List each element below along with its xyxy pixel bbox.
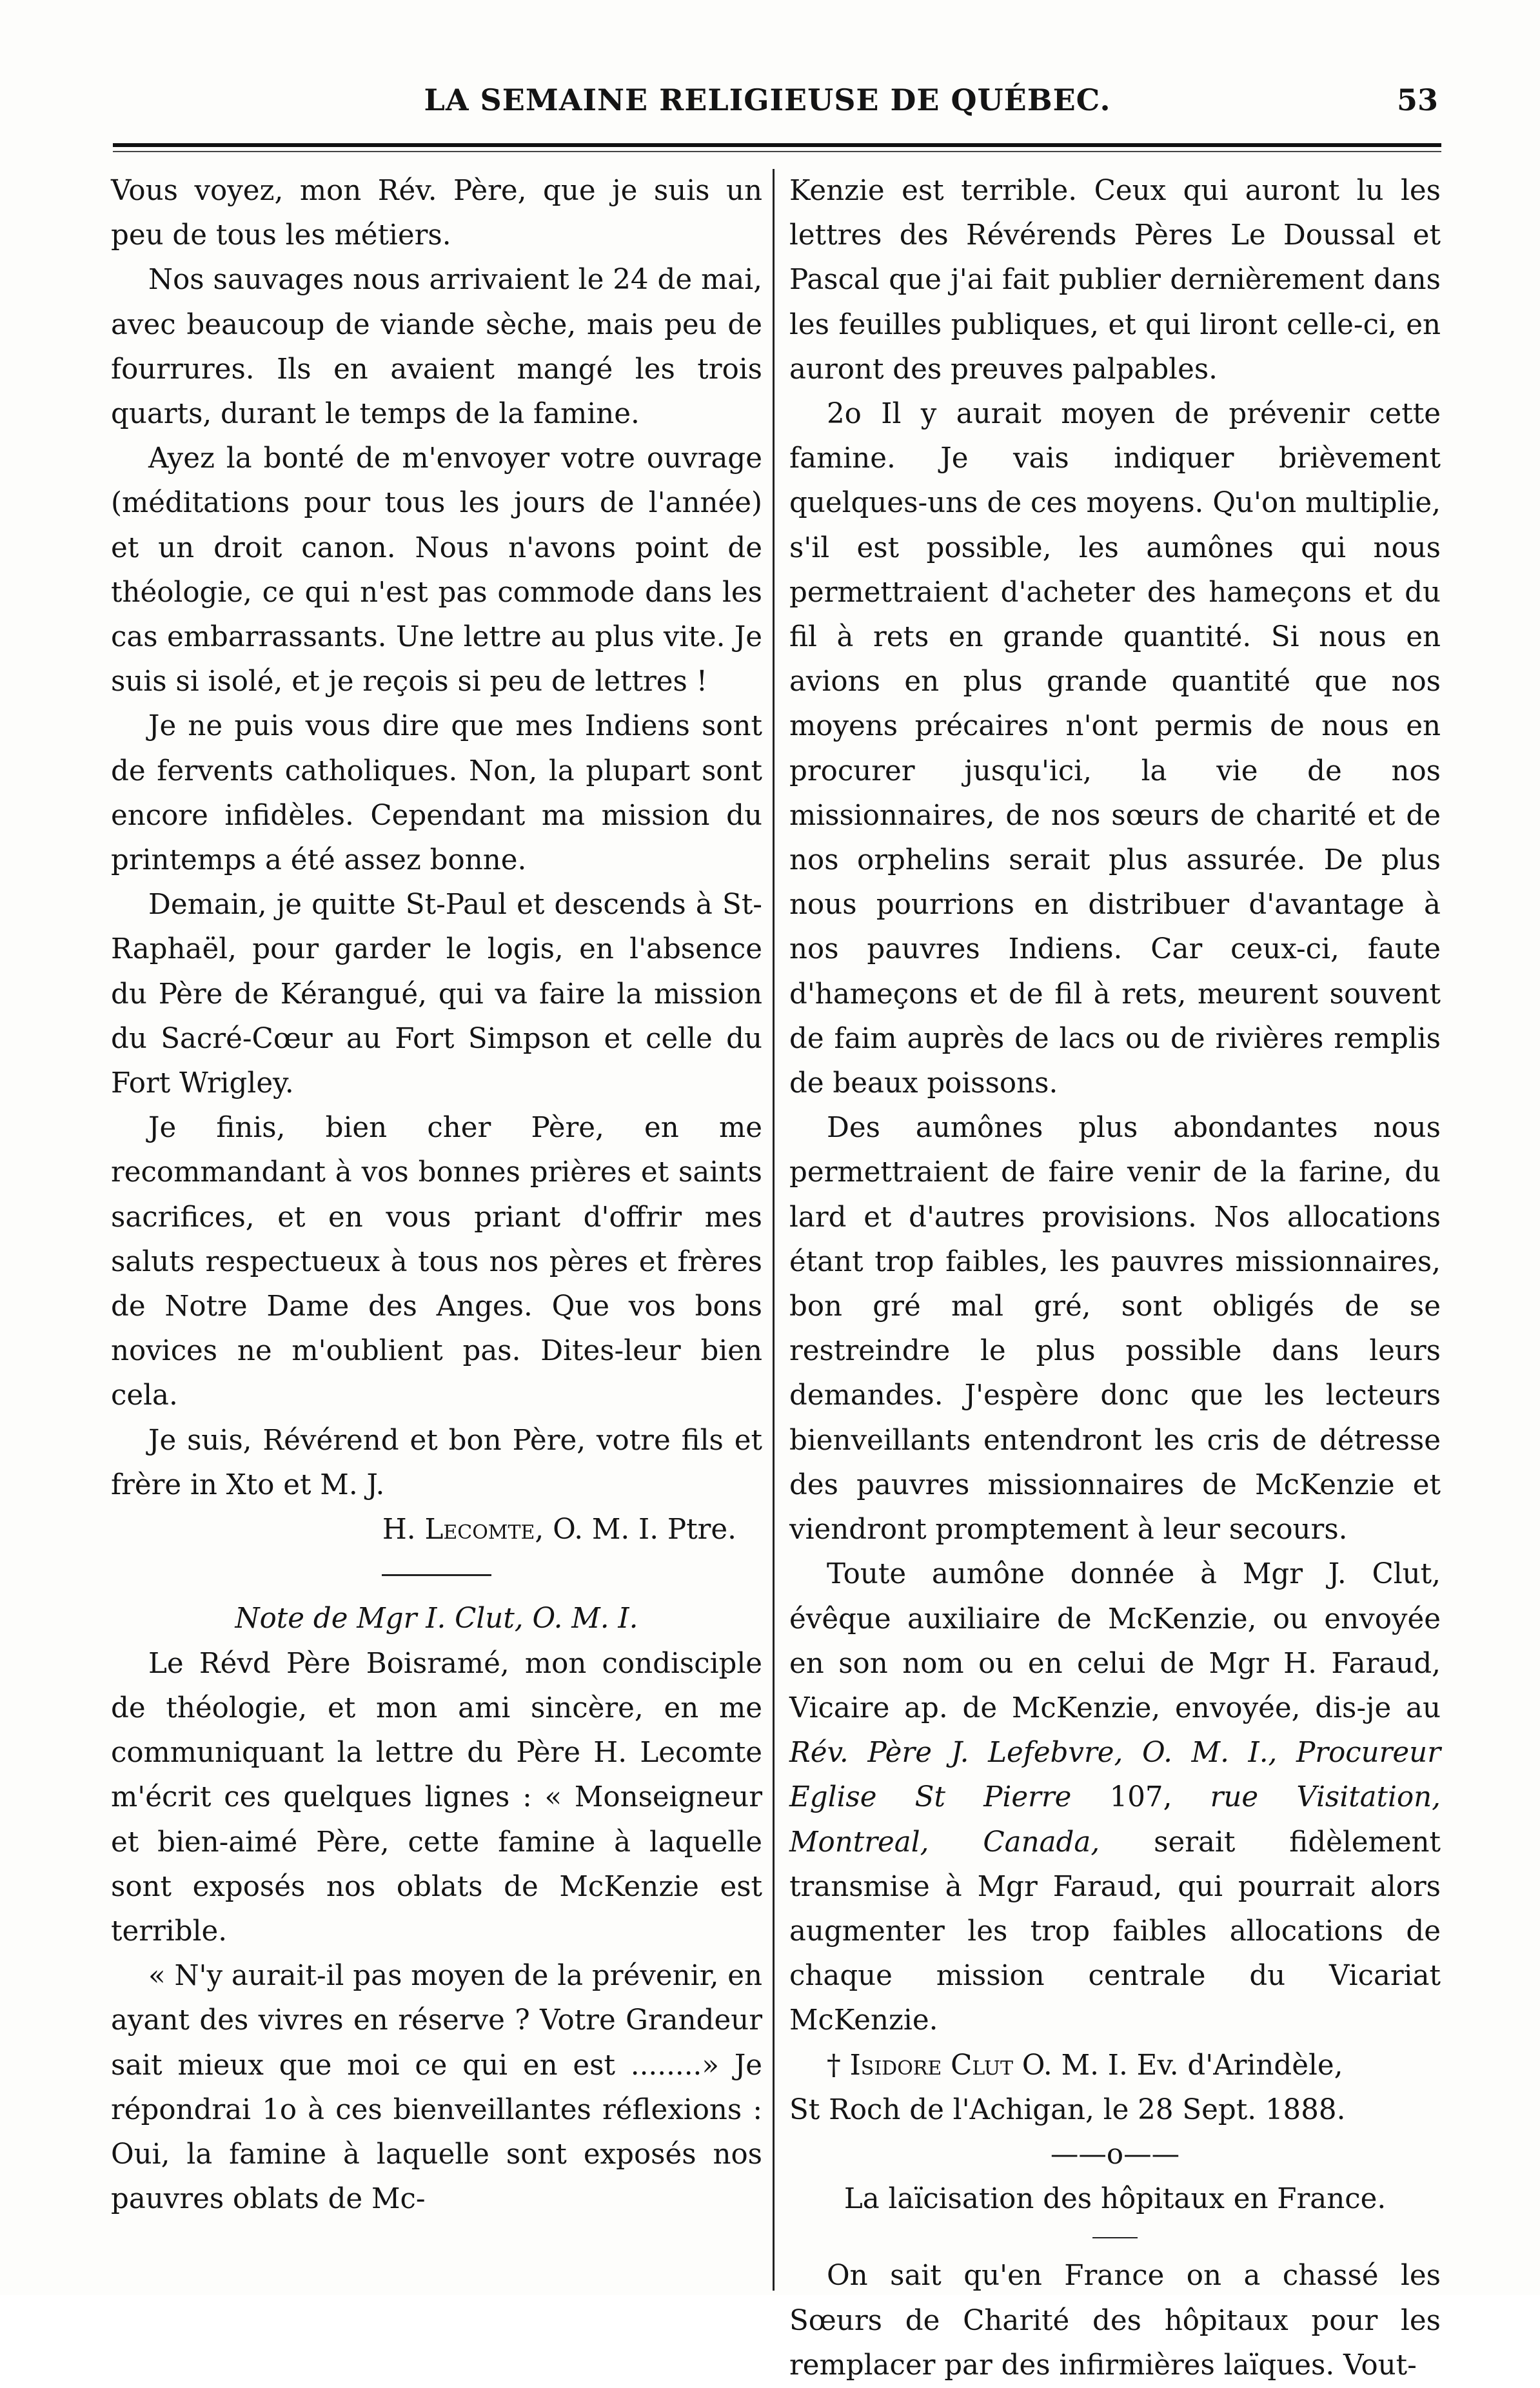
- note-title: Note de Mgr I. Clut, O. M. I.: [235, 1603, 638, 1635]
- paragraph: Kenzie est terrible. Ceux qui auront lu les lettres des Révérends Pères Le Doussal et Pascal que j'ai fait publier dernièrement dans les feuilles publiques, et qui liront celle-ci, en auront des preuves palpables.: [789, 175, 1441, 386]
- signature-suffix: O. M. I. Ev. d'Arindèle,: [1012, 2049, 1343, 2082]
- signature-suffix: , O. M. I. Ptre.: [535, 1514, 736, 1546]
- paragraph: Je finis, bien cher Père, en me recommandant à vos bonnes prières et saints sacrifices, et en vous priant d'offrir mes saluts respectueux à tous nos pères et frères de Notre Dame des Anges. Que vos bons novices ne m'oublient pas. Dites-leur bien cela.: [111, 1112, 762, 1412]
- street-address: rue Visitation, Montreal, Canada,: [789, 1781, 1441, 1859]
- procureur-address: Rév. Père J. Lefebvre, O. M. I., Procureur Eglise St Pierre: [789, 1737, 1441, 1814]
- dagger-mark: †: [827, 2049, 850, 2082]
- paragraph: 2o Il y aurait moyen de prévenir cette famine. Je vais indiquer brièvement quelques-uns de ces moyens. Qu'on multiplie, s'il est possible, les aumônes qui nous permettraient d'acheter des hameçons et du fil à rets en grande quantité. Si nous en avions en plus grande quantité que nos moyens précaires n'ont permis de nous en procurer jusqu'ici, la vie de nos missionnaires, de nos sœurs de charité et de nos orphelins serait plus assurée. De plus nous pourrions en distribuer d'avantage à nos pauvres Indiens. Car ceux-ci, faute d'hameçons et de fil à rets, meurent souvent de faim auprès de lacs ou de rivières remplis de beaux poissons.: [789, 398, 1441, 1100]
- paragraph: Le Révd Père Boisramé, mon condisciple de théologie, et mon ami sincère, en me communiquant la lettre du Père H. Lecomte m'écrit ces quelques lignes : « Monseigneur et bien-aimé Père, cette famine à laquelle sont exposés nos oblats de McKenzie est terrible.: [111, 1647, 762, 1948]
- text-run: serait fidèlement transmise à Mgr Faraud, qui pourrait alors augmenter les trop faibles allocations de chaque mission centrale du Vicariat McKenzie.: [789, 1826, 1441, 2037]
- place-date: St Roch de l'Achigan, le 28 Sept. 1888.: [789, 2093, 1346, 2126]
- article-title: La laïcisation des hôpitaux en France.: [844, 2183, 1387, 2216]
- paragraph: Je ne puis vous dire que mes Indiens sont de fervents catholiques. Non, la plupart sont encore infidèles. Cependant ma mission du printemps a été assez bonne.: [111, 710, 762, 877]
- section-rule: [111, 1552, 762, 1597]
- paragraph: Des aumônes plus abondantes nous permettraient de faire venir de la farine, du lard et d'autres provisions. Nos allocations étant trop faibles, les pauvres missionnaires, bon gré mal gré, sont obligés de se restreindre le plus possible dans leurs demandes. J'espère donc que les lecteurs bienveillants entendront les cris de détresse des pauvres missionnaires de McKenzie et viendront promptement à leur secours.: [789, 1112, 1441, 1546]
- paragraph: On sait qu'en France on a chassé les Sœurs de Charité des hôpitaux pour les remplacer par des infirmières laïques. Vout-: [789, 2260, 1441, 2382]
- text-run: Toute aumône donnée à Mgr J. Clut, évêque auxiliaire de McKenzie, ou envoyée en son nom ou en celui de Mgr H. Faraud, Vicaire ap. de McKenzie, envoyée, dis-je au: [789, 1558, 1441, 1724]
- column-divider: [773, 169, 775, 2291]
- paragraph: Ayez la bonté de m'envoyer votre ouvrage (méditations pour tous les jours de l'année) et un droit canon. Nous n'avons point de théologie, ce qui n'est pas commode dans les cas embarrassants. Une lettre au plus vite. Je suis si isolé, et je reçois si peu de lettres !: [111, 442, 762, 698]
- paragraph: Nos sauvages nous arrivaient le 24 de mai, avec beaucoup de viande sèche, mais peu de fourrures. Ils en avaient mangé les trois quarts, durant le temps de la famine.: [111, 264, 762, 431]
- header-rule-thin: [113, 151, 1441, 152]
- page-number: 53: [1396, 83, 1438, 117]
- title-rule: [789, 2222, 1441, 2254]
- paragraph: Je suis, Révérend et bon Père, votre fils et frère in Xto et M. J.: [111, 1424, 762, 1501]
- bishop-signature: [789, 2044, 1441, 2088]
- signature-name: H. Lecomte: [382, 1514, 535, 1546]
- header-rule: [113, 143, 1441, 147]
- signature-name: Isidore Clut: [849, 2049, 1013, 2082]
- journal-title: LA SEMAINE RELIGIEUSE DE QUÉBEC.: [424, 83, 1111, 117]
- running-header: [97, 77, 1438, 129]
- text-run: 107,: [1071, 1781, 1210, 1814]
- letter-signature: [111, 1508, 762, 1552]
- paragraph: Vous voyez, mon Rév. Père, que je suis un peu de tous les métiers.: [111, 175, 762, 252]
- paragraph: Demain, je quitte St-Paul et descends à St-Raphaël, pour garder le logis, en l'absence du Père de Kérangué, qui va faire la mission du Sacré-Cœur au Fort Simpson et celle du Fort Wrigley.: [111, 889, 762, 1100]
- paragraph: « N'y aurait-il pas moyen de la prévenir, en ayant des vivres en réserve ? Votre Grandeur sait mieux que moi ce qui en est ........» Je répondrai 1o à ces bienveillantes réflexions : Oui, la famine à laquelle sont exposés nos pauvres oblats de Mc-: [111, 1960, 762, 2216]
- ornamental-divider: ——o——: [1050, 2138, 1180, 2171]
- left-column: [111, 169, 762, 2222]
- right-column: [789, 169, 1441, 2388]
- paragraph: [789, 1552, 1441, 2043]
